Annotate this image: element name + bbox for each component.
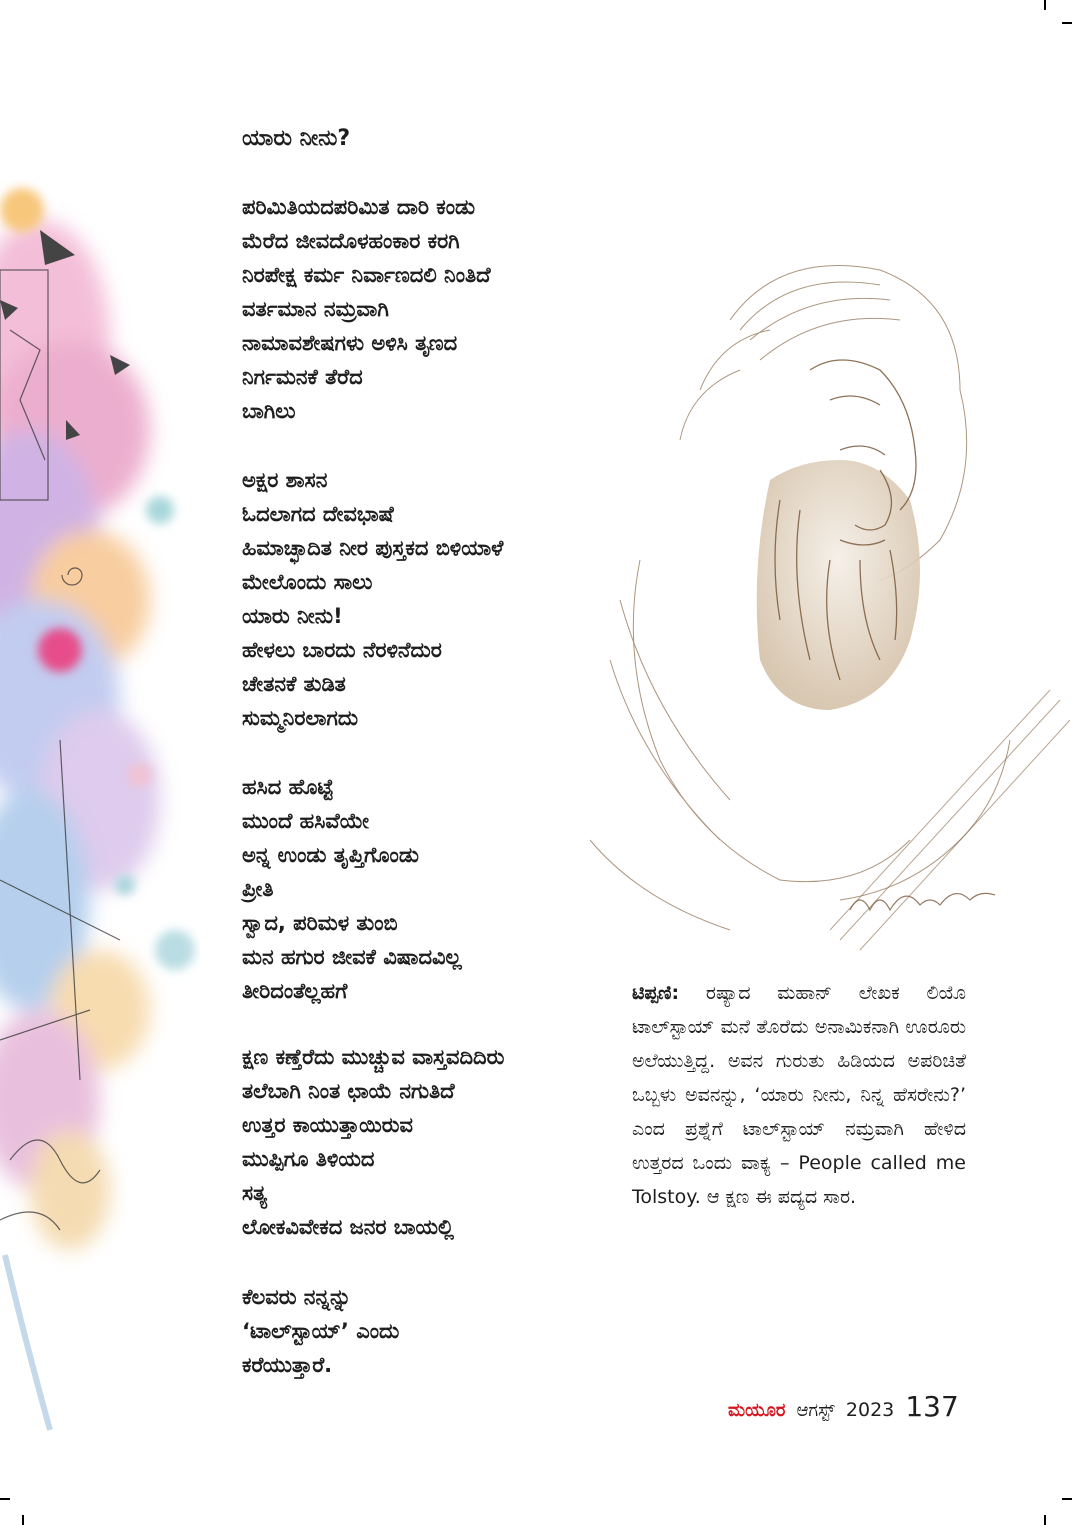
tolstoy-portrait-sketch bbox=[580, 240, 1070, 960]
stanza-4 bbox=[242, 1040, 504, 1244]
poem-line: ನಿರ್ಗಮನಕೆ ತೆರೆದ bbox=[242, 365, 363, 389]
poem-line: ಚೇತನಕೆ ತುಡಿತ bbox=[242, 672, 346, 696]
poem-line: ತಲೆಬಾಗಿ ನಿಂತ ಛಾಯೆ ನಗುತಿದೆ bbox=[242, 1079, 455, 1103]
stanza-5 bbox=[242, 1280, 399, 1382]
poem-line: ಹಿಮಾಚ್ಛಾದಿತ ನೀರ ಪುಸ್ತಕದ ಬಿಳಿಯಾಳೆ bbox=[242, 536, 504, 560]
poem-line: ಮನ ಹಗುರ ಜೀವಕೆ ವಿಷಾದವಿಲ್ಲ bbox=[242, 945, 462, 969]
poem-line: ಬಾಗಿಲು bbox=[242, 399, 296, 423]
footnote-text: ರಷ್ಯಾದ ಮಹಾನ್ ಲೇಖಕ ಲಿಯೊ ಟಾಲ್‌ಸ್ಟಾಯ್ ಮನೆ ತೊರೆದು ಅನಾಮಿಕನಾಗಿ ಊರೂರು ಅಲೆಯುತ್ತಿದ್ದ. ಅವನ ಗುರುತು ಹಿಡಿಯದ ಅಪರಿಚಿತೆ ಒಬ್ಬಳು ಅವನನ್ನು, ‘ಯಾರು ನೀನು, ನಿನ್ನ ಹೆಸರೇನು?’ ಎಂದ ಪ್ರಶ್ನೆಗೆ ಟಾಲ್‌ಸ್ಟಾಯ್ ನಮ್ರವಾಗಿ ಹೇಳಿದ ಉತ್ತರದ ಒಂದು ವಾಕ್ಯ – People called me Tolstoy. ಆ ಕ್ಷಣ ಈ ಪದ್ಯದ ಸಾರ. bbox=[632, 982, 966, 1208]
watercolor-illustration bbox=[0, 180, 200, 1440]
poem-line: ಕೆಲವರು ನನ್ನನ್ನು bbox=[242, 1285, 352, 1309]
poem-line: ಉತ್ತರ ಕಾಯುತ್ತಾಯಿರುವ bbox=[242, 1113, 413, 1137]
poem-line: ಮೇಲೊಂದು ಸಾಲು bbox=[242, 570, 373, 594]
poem-line: ಮೆರೆದ ಜೀವದೊಳಹಂಕಾರ ಕರಗಿ bbox=[242, 229, 460, 253]
crop-mark bbox=[22, 1515, 24, 1525]
poem-line: ಸ್ವಾದ, ಪರಿಮಳ ತುಂಬಿ bbox=[242, 911, 398, 935]
poem-title: ಯಾರು ನೀನು? bbox=[242, 126, 351, 151]
footnote bbox=[632, 976, 966, 1214]
poem-line: ಕ್ಷಣ ಕಣ್ತೆರೆದು ಮುಚ್ಚುವ ವಾಸ್ತವದಿದಿರು bbox=[242, 1045, 505, 1069]
poem-line: ಸತ್ಯ bbox=[242, 1181, 268, 1205]
poem-line: ಮುಂದೆ ಹಸಿವೆಯೇ bbox=[242, 809, 370, 833]
crop-mark bbox=[0, 1498, 10, 1500]
stanza-1 bbox=[242, 190, 491, 428]
poem-line: ಲೋಕವಿವೇಕದ ಜನರ ಬಾಯಲ್ಲಿ bbox=[242, 1215, 454, 1239]
crop-mark bbox=[1062, 22, 1072, 24]
crop-mark bbox=[1044, 0, 1046, 10]
poem-line: ವರ್ತಮಾನ ನಮ್ರವಾಗಿ bbox=[242, 297, 389, 321]
footnote-label: ಟಿಪ್ಪಣಿ: bbox=[632, 982, 680, 1004]
poem-line: ಅಕ್ಷರ ಶಾಸನ bbox=[242, 468, 328, 492]
poem-line: ಹೇಳಲು ಬಾರದು ನೆರಳಿನೆದುರ bbox=[242, 638, 442, 662]
magazine-name: ಮಯೂರ bbox=[728, 1400, 786, 1421]
poem-line: ಅನ್ನ ಉಂಡು ತೃಪ್ತಿಗೊಂಡು bbox=[242, 843, 419, 867]
poem-line: ಪ್ರೀತಿ bbox=[242, 877, 274, 901]
issue-year: 2023 bbox=[845, 1399, 895, 1421]
poem-line: ನಾಮಾವಶೇಷಗಳು ಅಳಿಸಿ ತೃಣದ bbox=[242, 331, 458, 355]
page-number: 137 bbox=[905, 1390, 959, 1423]
page-footer bbox=[728, 1390, 959, 1423]
poem-line: ನಿರಪೇಕ್ಷ ಕರ್ಮ ನಿರ್ವಾಣದಲಿ ನಿಂತಿದೆ bbox=[242, 263, 491, 287]
poem-line: ಯಾರು ನೀನು! bbox=[242, 604, 343, 628]
issue-month: ಆಗಸ್ಟ್ bbox=[796, 1400, 835, 1421]
stanza-3 bbox=[242, 770, 462, 1008]
crop-mark bbox=[1062, 1498, 1072, 1500]
poem-line: ಸುಮ್ಮನಿರಲಾಗದು bbox=[242, 706, 359, 730]
poem-line: ಓದಲಾಗದ ದೇವಭಾಷೆ bbox=[242, 502, 394, 526]
poem-line: ತೀರಿದಂತೆಲ್ಲಹಗೆ bbox=[242, 979, 348, 1003]
stanza-2 bbox=[242, 463, 503, 735]
poem-line: ಕರೆಯುತ್ತಾರೆ. bbox=[242, 1353, 333, 1377]
poem-line: ಹಸಿದ ಹೊಟ್ಟೆ bbox=[242, 775, 334, 799]
poem-line: ಪರಿಮಿತಿಯದಪರಿಮಿತ ದಾರಿ ಕಂಡು bbox=[242, 195, 476, 219]
poem-line: ಮುಪ್ಪಿಗೂ ತಿಳಿಯದ bbox=[242, 1147, 375, 1171]
crop-mark bbox=[1044, 1515, 1046, 1525]
poem-line: ‘ಟಾಲ್‌ಸ್ಟಾಯ್’ ಎಂದು bbox=[242, 1319, 400, 1343]
